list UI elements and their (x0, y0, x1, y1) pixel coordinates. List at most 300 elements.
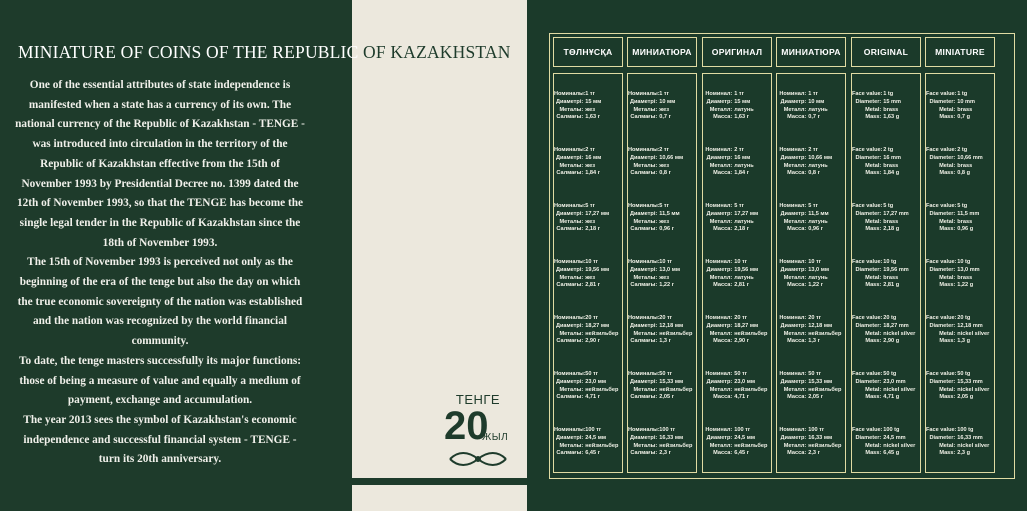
spec-line (554, 91, 622, 99)
spec-label: Mass: (865, 114, 882, 121)
logo-number: 20 (444, 404, 489, 448)
spec-label: Масса: (787, 450, 807, 457)
spec-label: Номиналы: (628, 147, 660, 153)
spec-line (777, 371, 845, 379)
coin-cell (777, 203, 845, 234)
spec-label: Face value: (926, 371, 957, 377)
spec-line (852, 114, 920, 122)
spec-label: Номинал: (705, 147, 733, 153)
spec-line (777, 91, 845, 99)
spec-value: 2 тг (585, 147, 596, 153)
spec-value: 100 tg (883, 427, 900, 433)
spec-label: Metal: (939, 218, 956, 225)
spec-value: 10 мм (808, 98, 825, 105)
spec-value: 1,63 g (883, 114, 900, 121)
spec-label: Салмағы: (556, 114, 584, 121)
coin-cell (703, 91, 771, 122)
spec-label: Диаметр: (706, 322, 733, 329)
spec-label: Масса: (787, 394, 807, 401)
spec-label: Face value: (852, 203, 883, 209)
spec-label: Металы: (559, 274, 584, 281)
spec-value: 10 tg (883, 259, 897, 265)
spec-label: Металы: (633, 162, 658, 169)
spec-value: 5 тг (734, 203, 745, 209)
spec-value: 15 мм (734, 98, 751, 105)
spec-label: Номинал: (705, 427, 733, 433)
spec-line (852, 226, 920, 234)
spec-line (852, 450, 920, 458)
spec-value: жез (659, 162, 670, 169)
spec-line (703, 338, 771, 346)
coin-cell (628, 371, 696, 402)
spec-value: 23,0 мм (734, 378, 755, 385)
spec-line (628, 435, 696, 443)
spec-value: жез (585, 274, 596, 281)
spec-value: нейзильбер (808, 330, 842, 337)
spec-label: Металы: (633, 274, 658, 281)
column-header: ТӨЛНҰСҚА (553, 37, 623, 67)
spec-label: Номинал: (779, 371, 807, 377)
spec-label: Face value: (926, 147, 957, 153)
spec-line (926, 203, 994, 211)
spec-line (703, 450, 771, 458)
spec-label: Mass: (939, 226, 956, 233)
spec-value: 0,8 г (659, 170, 671, 177)
spec-value: 100 тг (585, 427, 602, 433)
spec-label: Масса: (713, 282, 733, 289)
spec-label: Face value: (852, 427, 883, 433)
title-part-2: OF KAZAKHSTAN (358, 42, 511, 62)
column-header: МИНИАТЮРА (776, 37, 846, 67)
spec-label: Диаметр: (780, 378, 807, 385)
spec-label: Диаметр: (780, 98, 807, 105)
spec-label: Салмағы: (630, 450, 658, 457)
spec-line (926, 331, 994, 339)
spec-label: Face value: (852, 259, 883, 265)
coin-cell (554, 315, 622, 346)
spec-line (703, 387, 771, 395)
spec-line (777, 203, 845, 211)
spec-label: Металл: (709, 386, 733, 393)
spec-line (926, 394, 994, 402)
spec-line (852, 427, 920, 435)
spec-line (554, 267, 622, 275)
spec-line (554, 155, 622, 163)
spec-label: Номиналы: (628, 91, 660, 97)
spec-line (926, 387, 994, 395)
coin-cell (926, 91, 994, 122)
spec-value: жез (659, 274, 670, 281)
spec-label: Diameter: (929, 322, 956, 329)
spec-line (926, 338, 994, 346)
spec-value: 2,3 г (808, 450, 820, 457)
spec-label: Металы: (559, 106, 584, 113)
spec-label: Номиналы: (628, 203, 660, 209)
spec-line (628, 211, 696, 219)
spec-line (703, 275, 771, 283)
spec-label: Диаметр: (706, 98, 733, 105)
spec-value: 15,33 мм (808, 378, 833, 385)
spec-value: 1,22 g (957, 282, 974, 289)
spec-label: Металл: (783, 442, 807, 449)
spec-value: 20 тг (659, 315, 673, 321)
spec-value: 2 тг (808, 147, 819, 153)
spec-label: Металл: (783, 218, 807, 225)
spec-line (777, 107, 845, 115)
spec-value: 0,8 г (808, 170, 820, 177)
coin-cell (703, 259, 771, 290)
coin-cell (852, 427, 920, 458)
spec-line (628, 203, 696, 211)
spec-label: Металы: (633, 442, 658, 449)
spec-line (926, 323, 994, 331)
spec-line (703, 394, 771, 402)
spec-line (926, 99, 994, 107)
spec-value: 4,71 g (883, 394, 900, 401)
spec-label: Диаметрі: (555, 378, 584, 385)
spec-line (777, 170, 845, 178)
spec-value: 15 mm (883, 98, 901, 105)
spec-value: нейзильбер (734, 330, 768, 337)
spec-value: 1,84 g (883, 170, 900, 177)
spec-value: 0,96 г (659, 226, 675, 233)
spec-label: Металы: (559, 386, 584, 393)
spec-value: 2,90 г (734, 338, 750, 345)
spec-value: 1,3 g (957, 338, 971, 345)
spec-value: нейзильбер (808, 386, 842, 393)
spec-value: 5 tg (883, 203, 894, 209)
spec-label: Face value: (926, 203, 957, 209)
spec-line (703, 163, 771, 171)
spec-line (777, 259, 845, 267)
spec-label: Mass: (939, 282, 956, 289)
spec-label: Металл: (783, 274, 807, 281)
spec-line (628, 371, 696, 379)
spec-line (852, 275, 920, 283)
anniversary-logo (440, 392, 516, 472)
spec-line (852, 323, 920, 331)
spec-label: Face value: (852, 371, 883, 377)
spec-label: Масса: (713, 338, 733, 345)
spec-label: Диаметрі: (555, 266, 584, 273)
spec-line (554, 203, 622, 211)
spec-line (777, 155, 845, 163)
spec-value: 16 мм (734, 154, 751, 161)
coin-cell (926, 147, 994, 178)
spec-label: Диаметр: (780, 322, 807, 329)
spec-value: 100 tg (957, 427, 974, 433)
spec-line (852, 435, 920, 443)
spec-line (703, 170, 771, 178)
spec-label: Масса: (787, 170, 807, 177)
spec-label: Масса: (713, 114, 733, 121)
spec-label: Номинал: (779, 427, 807, 433)
spec-label: Face value: (852, 91, 883, 97)
spec-value: 10 tg (957, 259, 971, 265)
coin-cell (554, 371, 622, 402)
spec-label: Диаметрі: (555, 154, 584, 161)
spec-label: Диаметр: (706, 266, 733, 273)
spec-value: 1 тг (585, 91, 596, 97)
spec-line (926, 147, 994, 155)
spec-line (777, 387, 845, 395)
spec-line (703, 443, 771, 451)
spec-value: 1,3 г (808, 338, 820, 345)
spec-value: 6,45 г (734, 450, 750, 457)
spec-line (703, 99, 771, 107)
spec-line (926, 435, 994, 443)
spec-value: brass (883, 106, 899, 113)
spec-label: Номинал: (705, 203, 733, 209)
spec-line (852, 170, 920, 178)
spec-line (628, 114, 696, 122)
spec-line (926, 443, 994, 451)
spec-line (926, 226, 994, 234)
spec-value: 11,5 мм (808, 210, 829, 217)
spec-line (926, 427, 994, 435)
spec-value: brass (883, 162, 899, 169)
spec-line (554, 114, 622, 122)
spec-value: 5 тг (808, 203, 819, 209)
spec-line (852, 267, 920, 275)
column-header: ОРИГИНАЛ (702, 37, 772, 67)
spec-value: 10 мм (659, 98, 676, 105)
spec-label: Mass: (865, 394, 882, 401)
spec-label: Metal: (865, 442, 882, 449)
coin-cell (628, 259, 696, 290)
coin-cell (628, 91, 696, 122)
spec-label: Diameter: (855, 98, 882, 105)
spec-value: 16 мм (585, 154, 602, 161)
spec-label: Металы: (559, 162, 584, 169)
spec-line (554, 338, 622, 346)
spec-label: Металы: (633, 330, 658, 337)
spec-value: 2,18 g (883, 226, 900, 233)
spec-label: Metal: (865, 162, 882, 169)
spec-line (852, 331, 920, 339)
spec-label: Mass: (939, 114, 956, 121)
spec-label: Диаметр: (706, 378, 733, 385)
spec-value: нейзильбер (585, 386, 619, 393)
group-2 (851, 37, 997, 475)
coin-cell (852, 259, 920, 290)
spec-label: Номиналы: (554, 91, 586, 97)
spec-label: Mass: (865, 170, 882, 177)
spec-value: 12,18 мм (659, 322, 684, 329)
spec-label: Масса: (713, 170, 733, 177)
spec-value: нейзильбер (659, 386, 693, 393)
spec-label: Диаметрі: (629, 210, 658, 217)
spec-value: 100 тг (808, 427, 825, 433)
column (553, 73, 623, 473)
spec-value: 2,3 г (659, 450, 671, 457)
spec-label: Mass: (865, 450, 882, 457)
spec-value: 6,45 г (585, 450, 601, 457)
spec-value: 100 тг (734, 427, 751, 433)
coin-cell (777, 315, 845, 346)
spec-value: nickel silver (883, 442, 916, 449)
spec-label: Diameter: (855, 434, 882, 441)
spec-label: Диаметрі: (555, 210, 584, 217)
spec-value: 1,22 г (659, 282, 675, 289)
spec-line (926, 282, 994, 290)
spec-label: Diameter: (929, 98, 956, 105)
spec-value: 10 тг (659, 259, 673, 265)
spec-label: Номиналы: (554, 147, 586, 153)
coin-cell (628, 203, 696, 234)
spec-value: 20 tg (957, 315, 971, 321)
coin-cell (703, 371, 771, 402)
spec-value: 0,7 г (808, 114, 820, 121)
spec-label: Mass: (939, 170, 956, 177)
spec-value: 10 тг (808, 259, 822, 265)
spec-label: Номиналы: (554, 203, 586, 209)
spec-line (628, 379, 696, 387)
spec-value: 0,96 g (957, 226, 974, 233)
spec-value: нейзильбер (585, 442, 619, 449)
paragraph-3: To date, the tenge masters successfully its major functions: those of being a measure of value and equally a medium of payment, exchange and accumulation. (18, 354, 302, 407)
spec-value: 20 тг (808, 315, 822, 321)
spec-line (926, 163, 994, 171)
spec-label: Диаметр: (706, 210, 733, 217)
spec-line (554, 259, 622, 267)
column (627, 73, 697, 473)
spec-value: 2,05 г (808, 394, 824, 401)
spec-label: Face value: (926, 315, 957, 321)
spec-line (777, 99, 845, 107)
spec-label: Номиналы: (628, 371, 660, 377)
coin-cell (926, 203, 994, 234)
spec-label: Diameter: (929, 434, 956, 441)
spec-label: Metal: (939, 106, 956, 113)
spec-label: Салмағы: (556, 170, 584, 177)
spec-value: 23,0 мм (585, 378, 606, 385)
spec-line (777, 450, 845, 458)
spec-value: nickel silver (883, 386, 916, 393)
spec-line (777, 427, 845, 435)
spec-value: 1,84 г (585, 170, 601, 177)
spec-value: 13,0 мм (659, 266, 680, 273)
spec-label: Diameter: (855, 154, 882, 161)
spec-label: Metal: (865, 386, 882, 393)
spec-value: 17,27 mm (883, 210, 909, 217)
spec-label: Номинал: (705, 315, 733, 321)
spec-line (628, 338, 696, 346)
spec-line (628, 219, 696, 227)
spec-label: Салмағы: (630, 394, 658, 401)
spec-value: 1 тг (734, 91, 745, 97)
coin-cell (926, 315, 994, 346)
spec-line (926, 450, 994, 458)
spec-label: Metal: (865, 106, 882, 113)
spec-line (777, 114, 845, 122)
spec-label: Диаметр: (706, 434, 733, 441)
spec-line (926, 379, 994, 387)
column (776, 73, 846, 473)
spec-label: Diameter: (929, 266, 956, 273)
spec-value: 19,56 mm (883, 266, 909, 273)
spec-label: Салмағы: (630, 226, 658, 233)
spec-label: Номиналы: (554, 315, 586, 321)
spec-line (554, 170, 622, 178)
coin-cell (703, 147, 771, 178)
spec-value: brass (957, 218, 973, 225)
spec-label: Салмағы: (630, 114, 658, 121)
coin-cell (777, 91, 845, 122)
spec-label: Metal: (865, 330, 882, 337)
spec-value: nickel silver (957, 386, 990, 393)
paragraph-4: The year 2013 sees the symbol of Kazakhstan's economic independence and successful financial system - TENGE - turn its 20th anniversary. (23, 413, 297, 466)
spec-line (852, 219, 920, 227)
spec-label: Face value: (926, 259, 957, 265)
spec-line (703, 282, 771, 290)
spec-value: 23,0 mm (883, 378, 906, 385)
spec-value: 2,81 г (734, 282, 750, 289)
spec-label: Металл: (783, 386, 807, 393)
spec-value: нейзильбер (734, 386, 768, 393)
spec-line (777, 338, 845, 346)
spec-line (852, 371, 920, 379)
column-header: ORIGINAL (851, 37, 921, 67)
spec-label: Mass: (939, 338, 956, 345)
spec-line (703, 315, 771, 323)
spec-line (777, 282, 845, 290)
spec-line (554, 435, 622, 443)
coin-cell (777, 427, 845, 458)
spec-line (777, 443, 845, 451)
coin-cell (852, 147, 920, 178)
spec-label: Металы: (559, 330, 584, 337)
spec-line (628, 107, 696, 115)
spec-line (554, 282, 622, 290)
spec-line (554, 379, 622, 387)
spec-line (703, 211, 771, 219)
spec-line (628, 275, 696, 283)
spec-value: 1,84 г (734, 170, 750, 177)
spec-value: латунь (734, 162, 754, 169)
spec-value: латунь (808, 218, 828, 225)
spec-line (554, 219, 622, 227)
spec-label: Mass: (939, 394, 956, 401)
spec-line (554, 443, 622, 451)
page-title (18, 42, 518, 63)
spec-value: 13,0 мм (808, 266, 829, 273)
spec-value: 2,05 g (957, 394, 974, 401)
spec-label: Масса: (713, 226, 733, 233)
spec-value: 17,27 мм (734, 210, 759, 217)
spec-value: 20 тг (734, 315, 748, 321)
spec-label: Металы: (633, 106, 658, 113)
spec-value: латунь (734, 218, 754, 225)
spec-value: 18,27 мм (585, 322, 610, 329)
spec-label: Салмағы: (556, 282, 584, 289)
coin-cell (926, 427, 994, 458)
spec-line (703, 267, 771, 275)
spec-value: 4,71 г (734, 394, 750, 401)
coin-cell (554, 203, 622, 234)
spec-value: 0,7 г (659, 114, 671, 121)
spec-label: Металы: (633, 218, 658, 225)
spec-label: Металл: (709, 162, 733, 169)
spec-line (926, 91, 994, 99)
spec-value: 19,56 мм (734, 266, 759, 273)
spec-value: 2 тг (659, 147, 670, 153)
coin-cell (628, 315, 696, 346)
spec-line (777, 219, 845, 227)
spec-line (628, 394, 696, 402)
spec-value: нейзильбер (808, 442, 842, 449)
spec-label: Салмағы: (556, 450, 584, 457)
